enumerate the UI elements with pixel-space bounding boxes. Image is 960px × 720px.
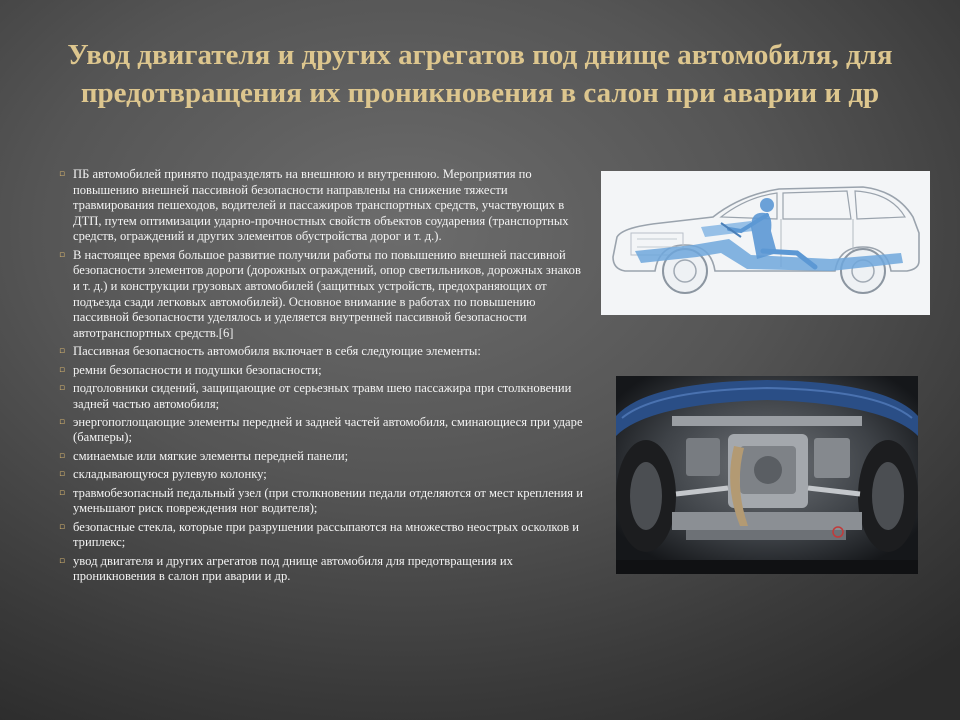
- square-bullet-icon: ▫: [59, 169, 66, 179]
- list-item-text: увод двигателя и других агрегатов под днище автомобиля для предотвращения их проникновения в салон при аварии и др.: [73, 553, 513, 584]
- list-item: [58, 449, 588, 465]
- list-item: [58, 363, 588, 379]
- list-item: [58, 248, 588, 342]
- list-item-text: Пассивная безопасность автомобиля включает в себя следующие элементы:: [73, 344, 481, 359]
- square-bullet-icon: ▫: [59, 555, 66, 566]
- square-bullet-icon: ▫: [59, 382, 66, 393]
- slide-title: Увод двигателя и других агрегатов под днище автомобиля, для предотвращения их проникновения в салон при аварии и др: [67, 39, 893, 109]
- square-bullet-icon: ▫: [59, 450, 66, 461]
- square-bullet-icon: ▫: [59, 346, 66, 357]
- list-item-text: складывающуюся рулевую колонку;: [73, 467, 267, 482]
- square-bullet-icon: ▫: [59, 469, 66, 480]
- list-item-text: травмобезопасный педальный узел (при столкновении педали отделяются от мест крепления и уменьшают риск повреждения ног водителя);: [73, 485, 583, 516]
- square-bullet-icon: ▫: [59, 521, 66, 532]
- list-item: [58, 344, 588, 360]
- engine-underside-photo: [616, 376, 918, 574]
- list-item-text: подголовники сидений, защищающие от серьезных травм шею пассажира при столкновении задней частью автомобиля;: [73, 380, 572, 411]
- list-item-text: ПБ автомобилей принято подразделять на внешнюю и внутреннюю. Мероприятия по повышению внешней пассивной безопасности направлены на снижение тяжести травмирования пешеходов, водителей и пассажиров транспортных средств, участвующих в ДТП, путем оптимизации ударно-прочностных свойств объектов соударения (транспортных средств, ограждений и других элементов обустройства дорог и т. д.).: [73, 167, 569, 244]
- list-item: [58, 520, 588, 551]
- list-item: [58, 554, 588, 585]
- square-bullet-icon: ▫: [59, 487, 66, 498]
- list-item: [58, 486, 588, 517]
- square-bullet-icon: ▫: [59, 364, 66, 375]
- list-item: [58, 167, 588, 245]
- square-bullet-icon: ▫: [59, 416, 66, 427]
- list-item-text: энергопоглощающие элементы передней и задней частей автомобиля, сминающиеся при ударе (бамперы);: [73, 414, 583, 445]
- list-item-text: В настоящее время большое развитие получили работы по повышению внешней пассивной безопасности элементов дороги (дорожных ограждений, опор светильников, дорожных знаков и т. д.) и конструкции грузовых автомобилей (защитных устройств, предохраняющих от подъезда сзади легковых автомобилей). Основное внимание в работах по повышению пассивной безопасности уделялось и уделяется внутренней пассивной безопасности автотранспортных средств.[6]: [73, 247, 581, 340]
- list-item: [58, 415, 588, 446]
- list-item-text: сминаемые или мягкие элементы передней панели;: [73, 448, 349, 463]
- list-item: [58, 381, 588, 412]
- car-cutaway-illustration: [601, 171, 930, 315]
- list-item-text: ремни безопасности и подушки безопасности;: [73, 362, 322, 377]
- square-bullet-icon: ▫: [59, 249, 66, 260]
- list-item-text: безопасные стекла, которые при разрушении рассыпаются на множество неострых осколков и триплекс;: [73, 519, 580, 550]
- bullet-list: [58, 167, 588, 588]
- list-item: [58, 467, 588, 483]
